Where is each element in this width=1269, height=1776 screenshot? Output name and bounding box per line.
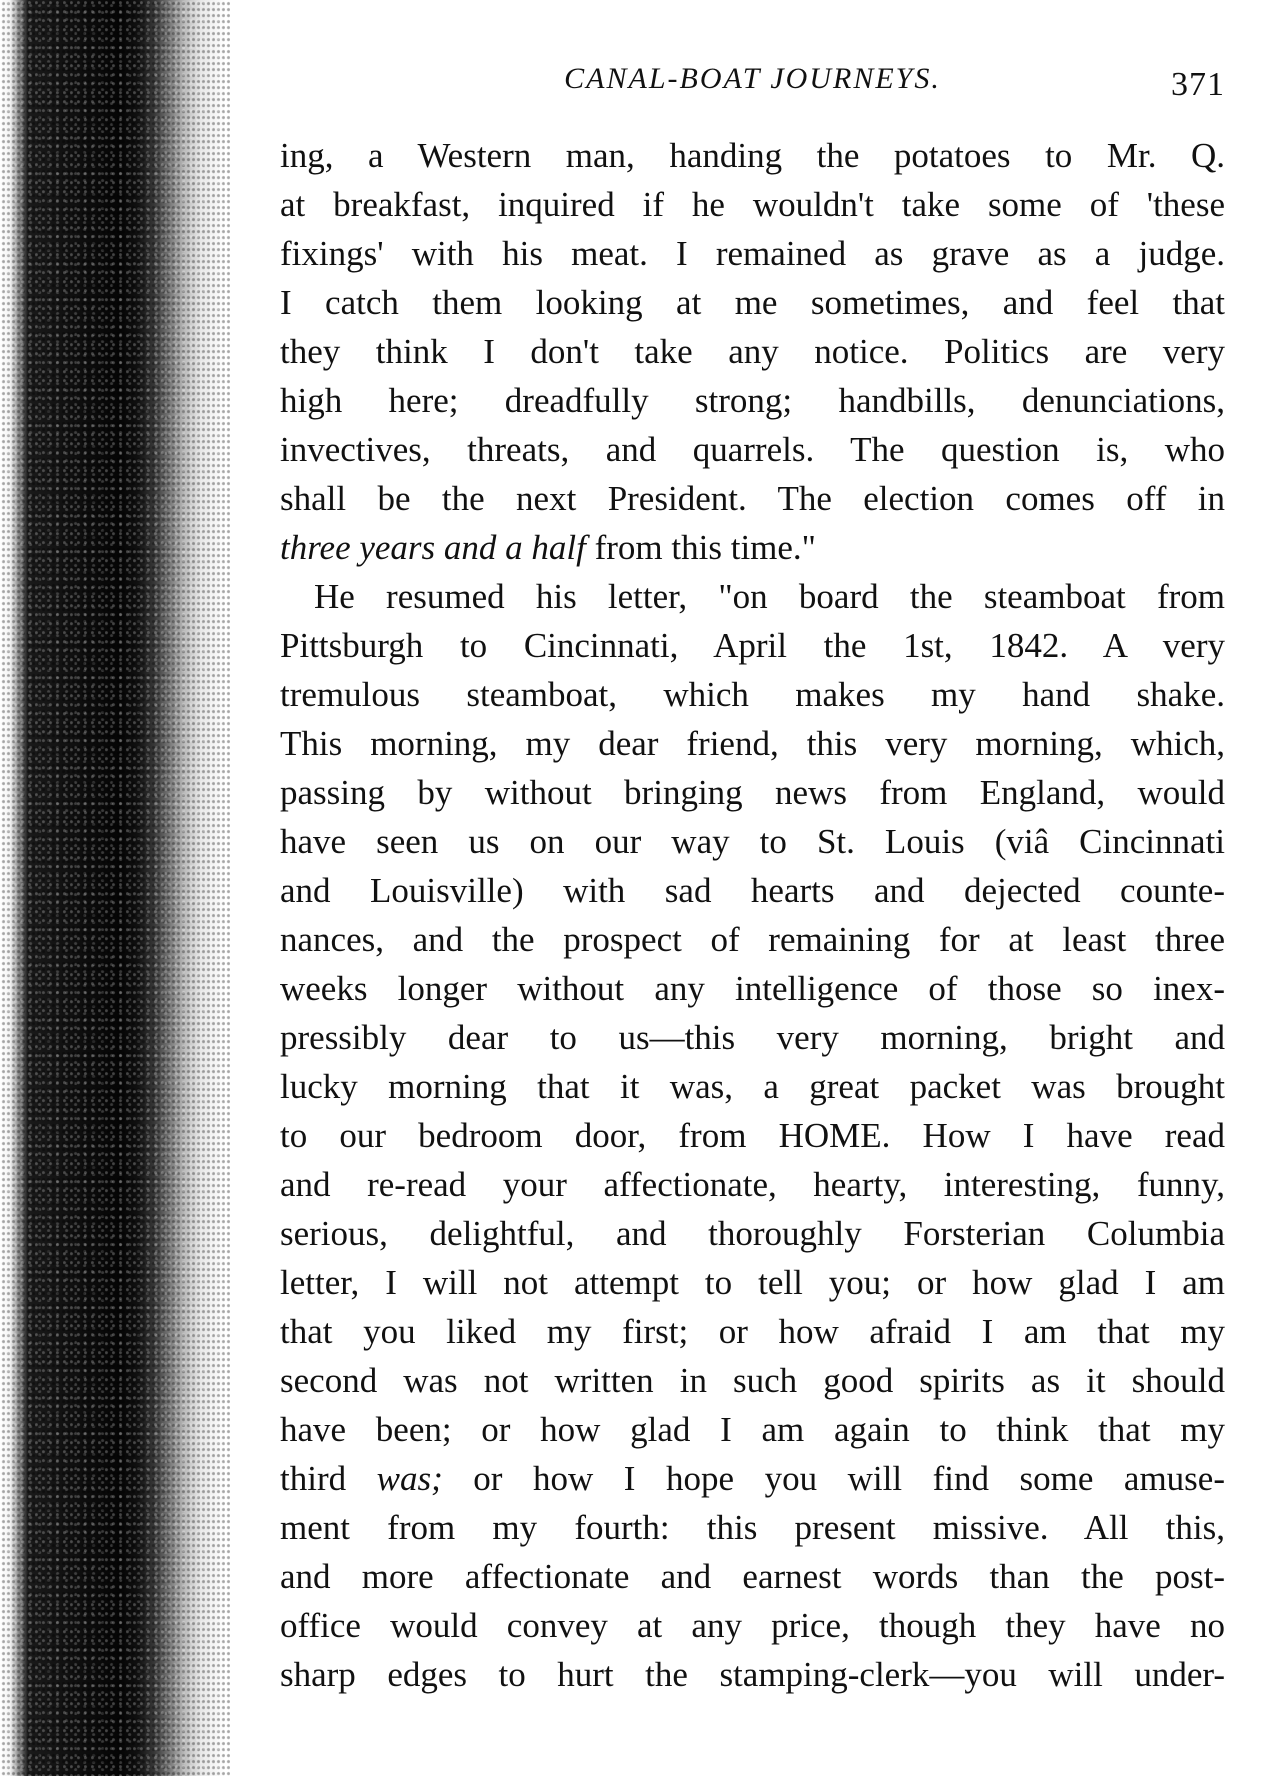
text-line: letter, I will not attempt to tell you; or how glad I am (280, 1263, 1225, 1302)
text-line: pressibly dear to us—this very morning, bright and (280, 1018, 1225, 1057)
text-line: sharp edges to hurt the stamping-clerk—you will under- (280, 1655, 1225, 1694)
running-title: CANAL-BOAT JOURNEYS. (564, 62, 941, 95)
text-line: and re-read your affectionate, hearty, interesting, funny, (280, 1165, 1225, 1204)
text-line: to our bedroom door, from HOME. How I have read (280, 1116, 1225, 1155)
body-text (280, 131, 1225, 1699)
page-number: 371 (1171, 66, 1225, 103)
binding-shadow (0, 0, 230, 1776)
text-line: ment from my fourth: this present missive. All this, (280, 1508, 1225, 1547)
text-line: Pittsburgh to Cincinnati, April the 1st, 1842. A very (280, 626, 1225, 665)
text-line: high here; dreadfully strong; handbills, denunciations, (280, 381, 1225, 420)
italic-phrase: three years and a half (280, 528, 586, 567)
text-line: invectives, threats, and quarrels. The question is, who (280, 430, 1225, 469)
text-line: ing, a Western man, handing the potatoes to Mr. Q. (280, 136, 1225, 175)
page-header (280, 62, 1225, 112)
text-line: second was not written in such good spirits as it should (280, 1361, 1225, 1400)
text-line: that you liked my first; or how afraid I am that my (280, 1312, 1225, 1351)
text-fragment: or how I hope you will find some amuse- (442, 1459, 1225, 1498)
text-line: office would convey at any price, though they have no (280, 1606, 1225, 1645)
text-line: they think I don't take any notice. Politics are very (280, 332, 1225, 371)
text-line: tremulous steamboat, which makes my hand shake. (280, 675, 1225, 714)
text-line: have been; or how glad I am again to think that my (280, 1410, 1225, 1449)
text-line: serious, delightful, and thoroughly Forsterian Columbia (280, 1214, 1225, 1253)
text-line: I catch them looking at me sometimes, and feel that (280, 283, 1225, 322)
paragraph-start-line: He resumed his letter, "on board the steamboat from (314, 577, 1225, 616)
text-line: and more affectionate and earnest words than the post- (280, 1557, 1225, 1596)
text-line: This morning, my dear friend, this very morning, which, (280, 724, 1225, 763)
text-line: weeks longer without any intelligence of those so inex- (280, 969, 1225, 1008)
text-line: have seen us on our way to St. Louis (viâ Cincinnati (280, 822, 1225, 861)
text-line: and Louisville) with sad hearts and dejected counte- (280, 871, 1225, 910)
text-line: at breakfast, inquired if he wouldn't take some of 'these (280, 185, 1225, 224)
text-line: passing by without bringing news from England, would (280, 773, 1225, 812)
text-fragment: third (280, 1459, 377, 1498)
text-line: nances, and the prospect of remaining for at least three (280, 920, 1225, 959)
text-fragment: from this time." (585, 528, 816, 567)
italic-word: was; (376, 1459, 443, 1498)
text-line: lucky morning that it was, a great packet was brought (280, 1067, 1225, 1106)
text-line: fixings' with his meat. I remained as grave as a judge. (280, 234, 1225, 273)
text-line-italic-mix (280, 1454, 1225, 1503)
text-line: shall be the next President. The election comes off in (280, 479, 1225, 518)
text-line-italic-mix (280, 523, 1225, 572)
